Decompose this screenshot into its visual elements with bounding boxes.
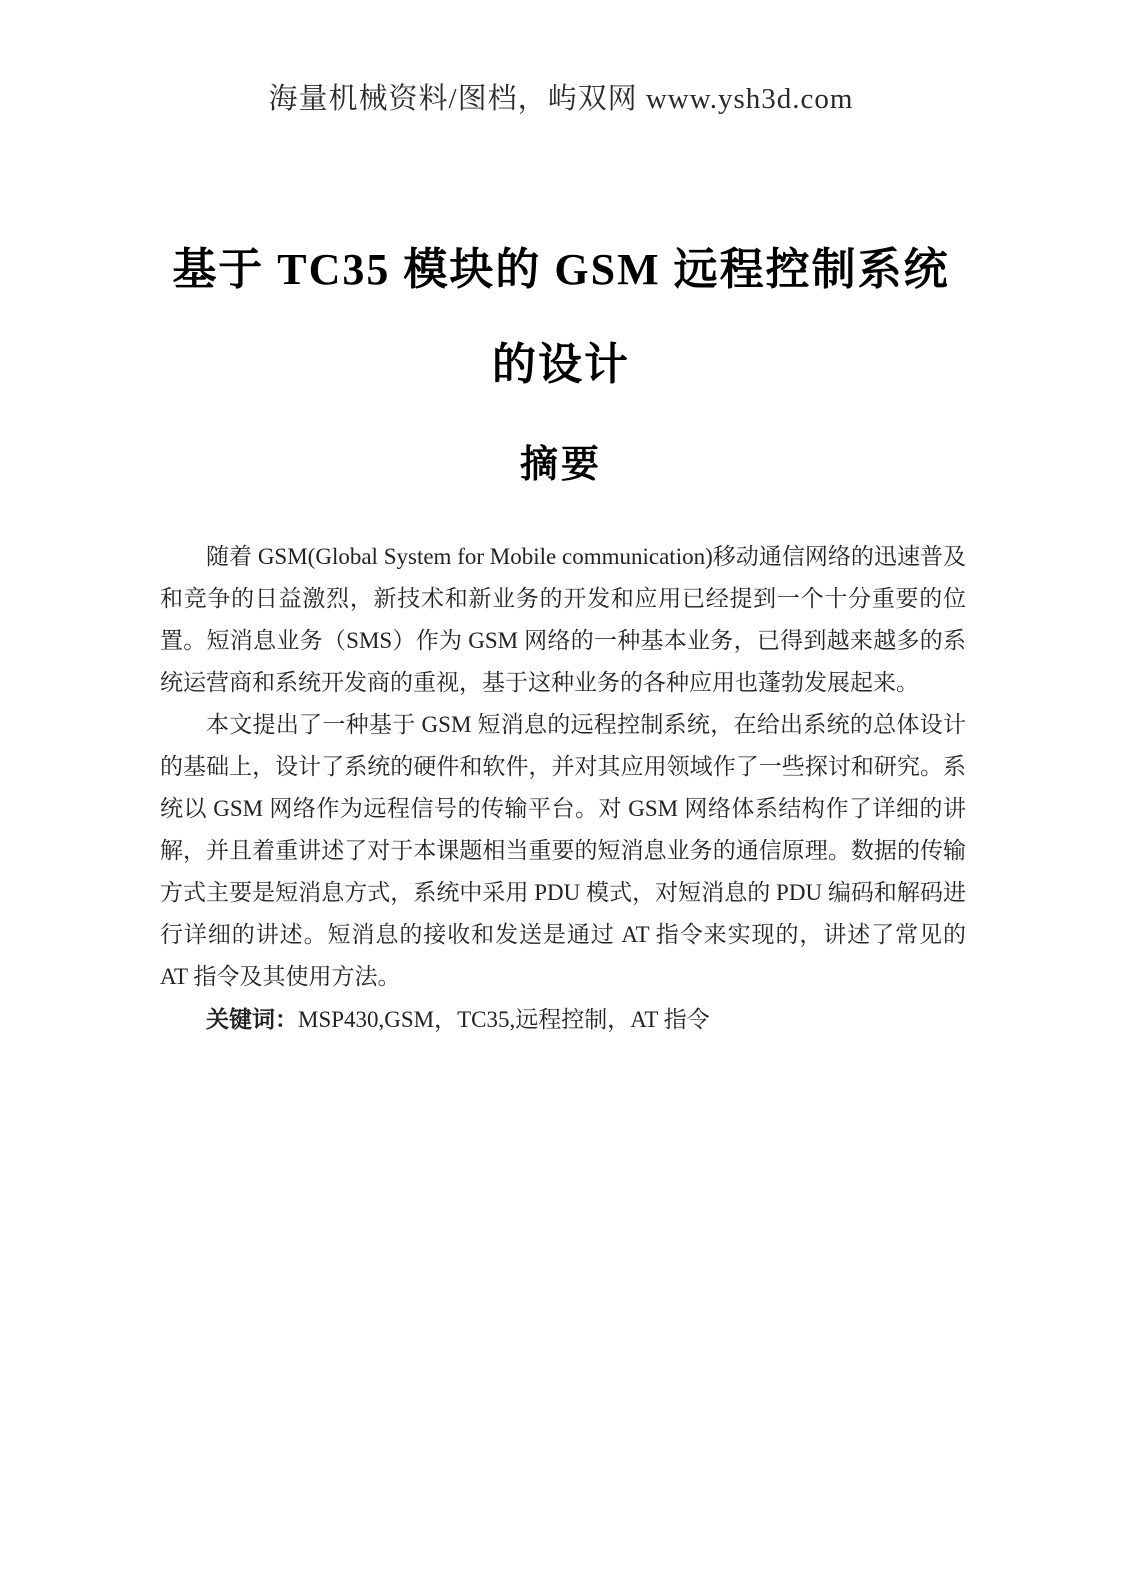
abstract-heading: 摘要 [519,444,602,486]
keywords-value: MSP430,GSM，TC35,远程控制，AT 指令 [298,1007,710,1032]
document-title-line-1: 基于 TC35 模块的 GSM 远程控制系统 [172,245,950,294]
keywords-line [160,998,966,1041]
abstract-paragraph-2: 本文提出了一种基于 GSM 短消息的远程控制系统，在给出系统的总体设计的基础上，设计了系统的硬件和软件，并对其应用领域作了一些探讨和研究。系统以 GSM 网络作为远程信号的传输平台。对 GSM 网络体系结构作了详细的讲解，并且着重讲述了对于本课题相当重要的短消息业务的通信原理。数据的传输方式主要是短消息方式，系统中采用 PDU 模式，对短消息的 PDU 编码和解码进行详细的讲述。短消息的接收和发送是通过 AT 指令来实现的，讲述了常见的 AT 指令及其使用方法。 [160,712,966,989]
abstract-paragraph-1: 随着 GSM(Global System for Mobile communication)移动通信网络的迅速普及和竞争的日益激烈，新技术和新业务的开发和应用已经提到一个十分重要的位置。短消息业务（SMS）作为 GSM 网络的一种基本业务，已得到越来越多的系统运营商和系统开发商的重视，基于这种业务的各种应用也蓬勃发展起来。 [160,544,966,695]
keywords-label: 关键词： [206,1006,298,1032]
document-title [0,222,1122,412]
abstract-body [160,536,966,1041]
site-watermark-header: 海量机械资料/图档，屿双网 www.ysh3d.com [268,83,854,115]
document-title-line-2: 的设计 [492,340,630,389]
